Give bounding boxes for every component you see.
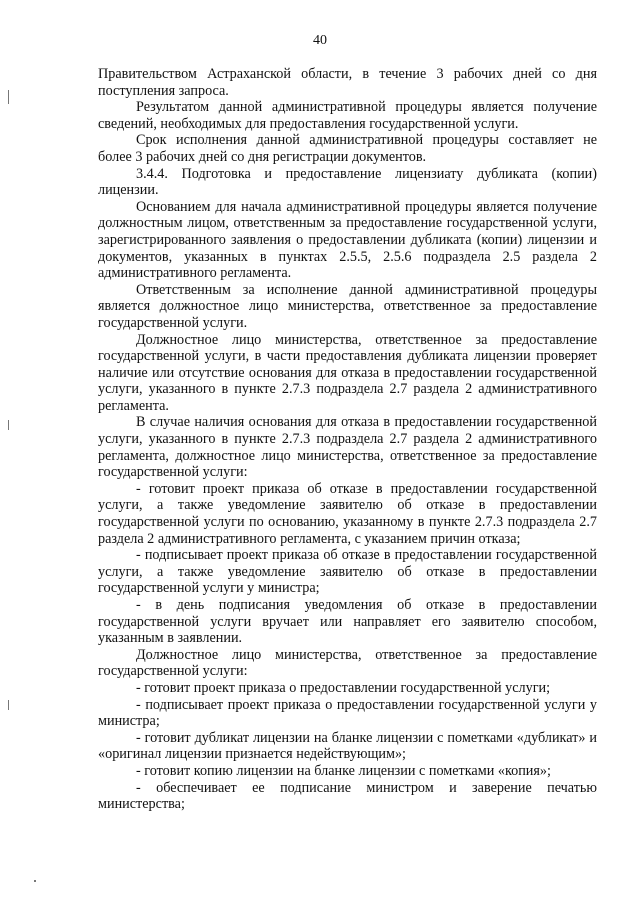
- section-heading-3-4-4: 3.4.4. Подготовка и предоставление лицензиату дубликата (копии) лицензии.: [98, 165, 597, 199]
- paragraph-deadline: Срок исполнения данной административной процедуры составляет не более 3 рабочих дней со дня регистрации документов.: [98, 132, 597, 165]
- list-item-refusal-deliver: - в день подписания уведомления об отказе в предоставлении государственной услуги вручает или направляет его заявителю способом, указанным в заявлении.: [98, 597, 597, 647]
- paragraph-official-checks: Должностное лицо министерства, ответственное за предоставление государственной услуги, в части предоставления дубликата лицензии проверяет наличие или отсутствие основания для отказа в предоставлении государственной услуги, указанного в пункте 2.7.3 подраздела 2.7 раздела 2 административного регламента.: [98, 331, 597, 414]
- paragraph-basis: Основанием для начала административной процедуры является получение должностным лицом, ответственным за предоставление государственной услуги, зарегистрированного заявления о предоставлении дубликата (копии) лицензии и документов, указанных в пунктах 2.5.5, 2.5.6 подраздела 2.5 раздела 2 административного регламента.: [98, 198, 597, 282]
- page-number: 40: [313, 33, 327, 48]
- list-item-order-draft: - готовит проект приказа о предоставлении государственной услуги;: [136, 679, 551, 696]
- list-item-copy: - готовит копию лицензии на бланке лицензии с пометками «копия»;: [136, 762, 551, 779]
- scan-mark: [8, 700, 9, 710]
- paragraph-official-provides: Должностное лицо министерства, ответственное за предоставление государственной услуги:: [98, 646, 597, 680]
- document-body: [98, 66, 597, 813]
- paragraph-responsible: Ответственным за исполнение данной административной процедуры является должностное лицо министерства, ответственное за предоставление государственной услуги.: [98, 281, 597, 331]
- list-item-signing: - обеспечивает ее подписание министром и заверение печатью министерства;: [98, 779, 597, 813]
- paragraph-refusal-case: В случае наличия основания для отказа в предоставлении государственной услуги, указанного в пункте 2.7.3 подраздела 2.7 раздела 2 административного регламента, должностное лицо министерства, ответственное за предоставление государственной услуги:: [98, 414, 597, 481]
- list-item-duplicate: - готовит дубликат лицензии на бланке лицензии с пометками «дубликат» и «оригинал лицензии признается недействующим»;: [98, 729, 597, 763]
- scan-mark: [8, 90, 9, 104]
- list-item-refusal-draft: - готовит проект приказа об отказе в предоставлении государственной услуги, а также уведомление заявителю об отказе в предоставлении государственной услуги по основанию, указанному в пункте 2.7.3 подраздела 2.7 раздела 2 административного регламента, с указанием причин отказа;: [98, 480, 597, 547]
- scan-mark: [8, 420, 9, 430]
- paragraph-result: Результатом данной административной процедуры является получение сведений, необходимых для предоставления государственной услуги.: [98, 99, 597, 132]
- list-item-refusal-sign: - подписывает проект приказа об отказе в предоставлении государственной услуги, а также уведомление заявителю об отказе в предоставлении государственной услуги у министра;: [98, 547, 597, 597]
- paragraph-continuation: Правительством Астраханской области, в течение 3 рабочих дней со дня поступления запроса.: [98, 66, 597, 99]
- list-item-order-sign: - подписывает проект приказа о предоставлении государственной услуги у министра;: [98, 696, 597, 730]
- scan-mark: [34, 880, 36, 882]
